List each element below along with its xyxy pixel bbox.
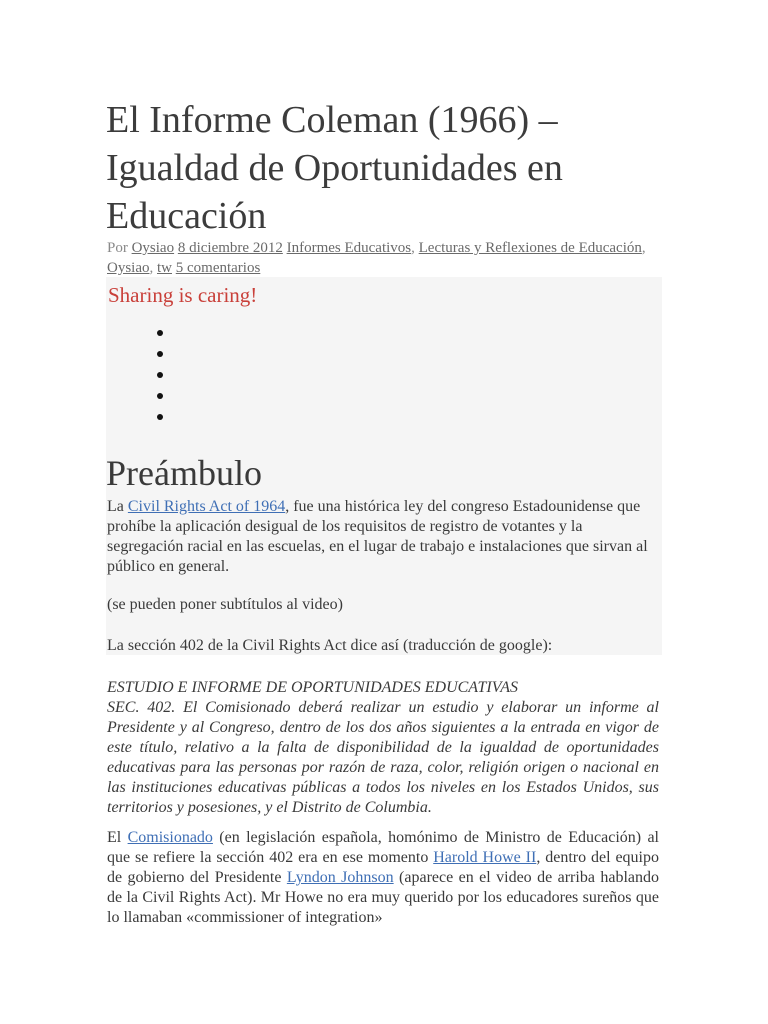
share-button[interactable] <box>157 386 167 407</box>
share-button[interactable] <box>157 344 167 365</box>
quote-body: SEC. 402. El Comisionado deberá realizar un estudio y elaborar un informe al Presidente y al Congreso, dentro de los dos años siguientes a la entrada en vigor de este título, relativo a la falta de disponibilidad de la igualdad de oportunidades educativas para las personas por razón de raza, color, religión origen o nacional en las instituciones educativas públicas a todos los niveles en los Estados Unidos, sus territorios y posesiones, y el Distrito de Columbia. <box>107 699 659 816</box>
article-title: El Informe Coleman (1966) – Igualdad de Oportunidades en Educación <box>106 99 563 237</box>
post-meta: Por Oysiao 8 diciembre 2012 Informes Educativos, Lecturas y Reflexiones de Educación, Oysiao, tw 5 comentarios <box>107 240 646 276</box>
category-link-oysiao[interactable]: Oysiao <box>107 260 150 276</box>
date-link[interactable]: 8 diciembre 2012 <box>177 240 283 256</box>
share-buttons-list <box>157 323 167 428</box>
category-link-lecturas[interactable]: Lecturas y Reflexiones de Educación <box>418 240 642 256</box>
category-link-informes[interactable]: Informes Educativos <box>286 240 412 256</box>
bullet-icon <box>157 393 163 399</box>
comisionado-link[interactable]: Comisionado <box>127 829 213 846</box>
comments-link[interactable]: 5 comentarios <box>175 260 261 276</box>
share-button[interactable] <box>157 407 167 428</box>
paragraph-comisionado: El Comisionado (en legislación española, homónimo de Ministro de Educación) al que se refiere la sección 402 era en ese momento Harold Howe II, dentro del equipo de gobierno del Presidente Lyndon Johnson (aparece en el video de arriba hablando de la Civil Rights Act). Mr Howe no era muy querido por los educadores sureños que lo llamaban «commissioner of integration» <box>107 829 660 926</box>
bullet-icon <box>157 330 163 336</box>
bullet-icon <box>157 372 163 378</box>
lyndon-johnson-link[interactable]: Lyndon Johnson <box>286 869 394 886</box>
bullet-icon <box>157 351 163 357</box>
sharing-heading: Sharing is caring! <box>108 283 258 307</box>
share-button[interactable] <box>157 323 167 344</box>
harold-howe-link[interactable]: Harold Howe II <box>433 849 537 866</box>
paragraph-intro: La Civil Rights Act of 1964, fue una histórica ley del congreso Estadounidense que prohíbe la aplicación desigual de los requisitos de registro de votantes y la segregación racial en las escuelas, en el lugar de trabajo e instalaciones que sirvan al público en general. <box>107 498 648 575</box>
paragraph-section402: La sección 402 de la Civil Rights Act dice así (traducción de google): <box>107 637 553 654</box>
author-link[interactable]: Oysiao <box>131 240 175 256</box>
quote-heading: ESTUDIO E INFORME DE OPORTUNIDADES EDUCATIVAS <box>107 679 519 696</box>
bullet-icon <box>157 414 163 420</box>
share-button[interactable] <box>157 365 167 386</box>
by-label: Por <box>107 240 128 256</box>
paragraph-subtitles: (se pueden poner subtítulos al video) <box>107 596 343 613</box>
section-heading: Preámbulo <box>106 453 262 493</box>
civil-rights-act-link[interactable]: Civil Rights Act of 1964 <box>127 498 286 515</box>
category-link-tw[interactable]: tw <box>157 260 172 276</box>
section402-quote <box>107 678 659 818</box>
